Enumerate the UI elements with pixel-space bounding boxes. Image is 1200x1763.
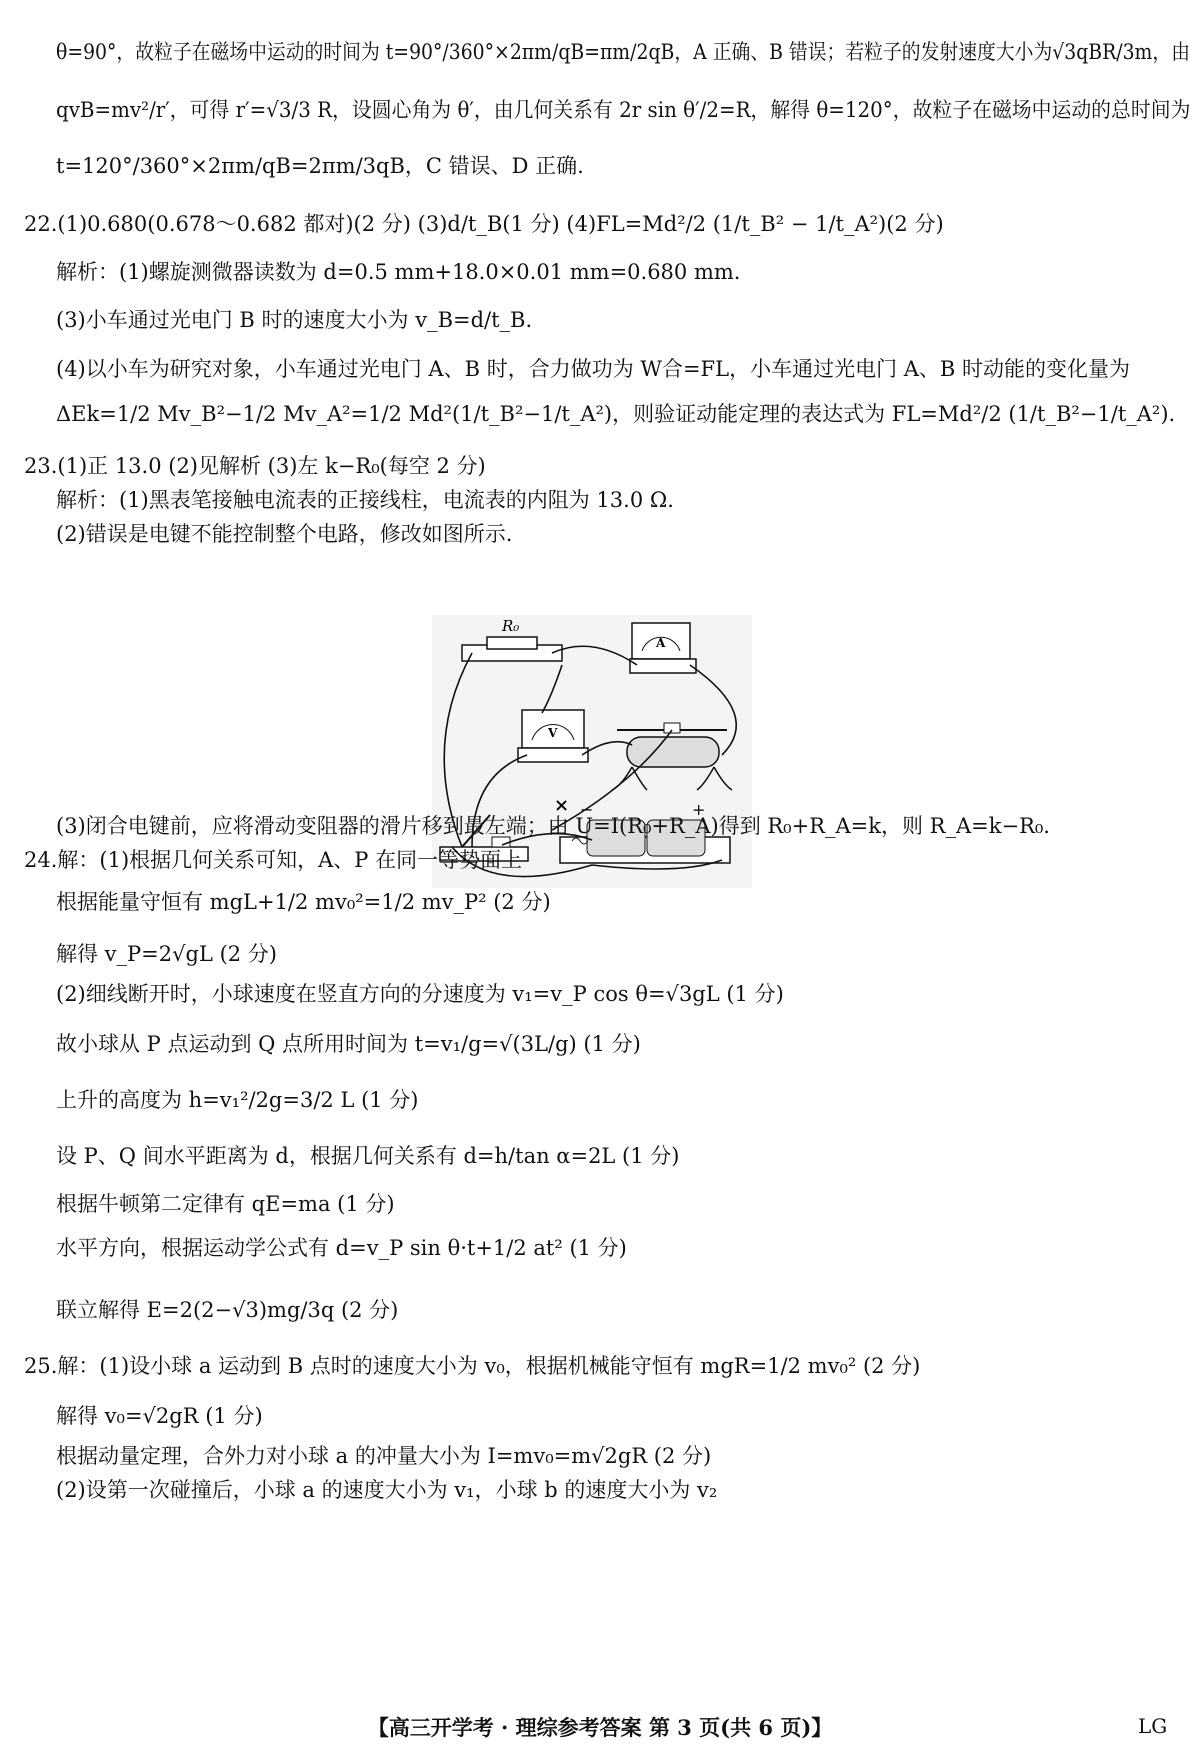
q24-line-5: 上升的高度为 h=v₁²/2g=3/2 L (1 分): [56, 1088, 419, 1112]
q22-answer: 22.(1)0.680(0.678～0.682 都对)(2 分) (3)d/t_B(1 分) (4)FL=Md²/2 (1/t_B² − 1/t_A²)(2 分): [24, 212, 944, 236]
q22-analysis-3: (3)小车通过光电门 B 时的速度大小为 v_B=d/t_B.: [56, 308, 533, 332]
q24-line-3: (2)细线断开时，小球速度在竖直方向的分速度为 v₁=v_P cos θ=√3gL (1 分): [56, 982, 784, 1006]
page-footer: 【高三开学考 · 理综参考答案 第 3 页(共 6 页)】: [367, 1715, 833, 1740]
error-cross-mark: ×: [554, 795, 570, 816]
q23-analysis-1: 解析：(1)黑表笔接触电流表的正接线柱，电流表的内阻为 13.0 Ω.: [56, 488, 674, 512]
q25-line-3: (2)设第一次碰撞后，小球 a 的速度大小为 v₁，小球 b 的速度大小为 v₂: [56, 1478, 718, 1502]
q24-line-1: 根据能量守恒有 mgL+1/2 mv₀²=1/2 mv_P² (2 分): [56, 890, 551, 914]
voltmeter: [518, 710, 588, 762]
text-line-3: t=120°/360°×2πm/qB=2πm/3qB，C 错误、D 正确.: [56, 154, 584, 178]
battery-plus: +: [692, 800, 706, 819]
q24-line-4: 故小球从 P 点运动到 Q 点所用时间为 t=v₁/g=√(3L/g) (1 分): [56, 1032, 641, 1056]
q25-heading: 25.解：(1)设小球 a 运动到 B 点时的速度大小为 v₀，根据机械能守恒有 mgR=1/2 mv₀² (2 分): [24, 1354, 921, 1378]
q24-line-6: 设 P、Q 间水平距离为 d，根据几何关系有 d=h/tan α=2L (1 分): [56, 1144, 680, 1168]
q24-line-2: 解得 v_P=2√gL (2 分): [56, 942, 277, 966]
voltmeter-label: V: [548, 726, 558, 740]
q24-line-8: 水平方向，根据运动学公式有 d=v_P sin θ·t+1/2 at² (1 分): [56, 1236, 627, 1260]
text-line-2: qvB=mv²/r′，可得 r′=√3/3 R，设圆心角为 θ′，由几何关系有 2r sin θ′/2=R，解得 θ=120°，故粒子在磁场中运动的总时间为: [56, 98, 1191, 122]
q24-line-7: 根据牛顿第二定律有 qE=ma (1 分): [56, 1192, 395, 1216]
q22-analysis-4a: (4)以小车为研究对象，小车通过光电门 A、B 时，合力做功为 W合=FL，小车通过光电门 A、B 时动能的变化量为: [56, 357, 1131, 381]
q25-line-2: 根据动量定理，合外力对小球 a 的冲量大小为 I=mv₀=m√2gR (2 分): [56, 1444, 712, 1468]
q24-heading: 24.解：(1)根据几何关系可知，A、P 在同一等势面上: [24, 848, 523, 872]
footer-code: LG: [1138, 1714, 1168, 1738]
q23-answer: 23.(1)正 13.0 (2)见解析 (3)左 k−R₀(每空 2 分): [24, 454, 486, 478]
q25-line-1: 解得 v₀=√2gR (1 分): [56, 1404, 263, 1428]
q24-line-9: 联立解得 E=2(2−√3)mg/3q (2 分): [56, 1298, 399, 1322]
q23-analysis-2: (2)错误是电键不能控制整个电路，修改如图所示.: [56, 522, 513, 546]
battery-minus: −: [580, 800, 594, 819]
text-line-1: θ=90°，故粒子在磁场中运动的时间为 t=90°/360°×2πm/qB=πm/2qB，A 正确、B 错误；若粒子的发射速度大小为√3qBR/3m，由: [56, 40, 1191, 64]
r0-label: R₀: [502, 617, 520, 635]
ammeter-label: A: [656, 636, 666, 650]
q23-analysis-3: (3)闭合电键前，应将滑动变阻器的滑片移到最左端；由 U=I(R₀+R_A)得到 R₀+R_A=k，则 R_A=k−R₀.: [56, 814, 1050, 838]
q22-analysis-4b: ΔEk=1/2 Mv_B²−1/2 Mv_A²=1/2 Md²(1/t_B²−1/t_A²)，则验证动能定理的表达式为 FL=Md²/2 (1/t_B²−1/t_A²).: [56, 402, 1176, 426]
ammeter: [630, 623, 696, 673]
q22-analysis-1: 解析：(1)螺旋测微器读数为 d=0.5 mm+18.0×0.01 mm=0.680 mm.: [56, 260, 741, 284]
